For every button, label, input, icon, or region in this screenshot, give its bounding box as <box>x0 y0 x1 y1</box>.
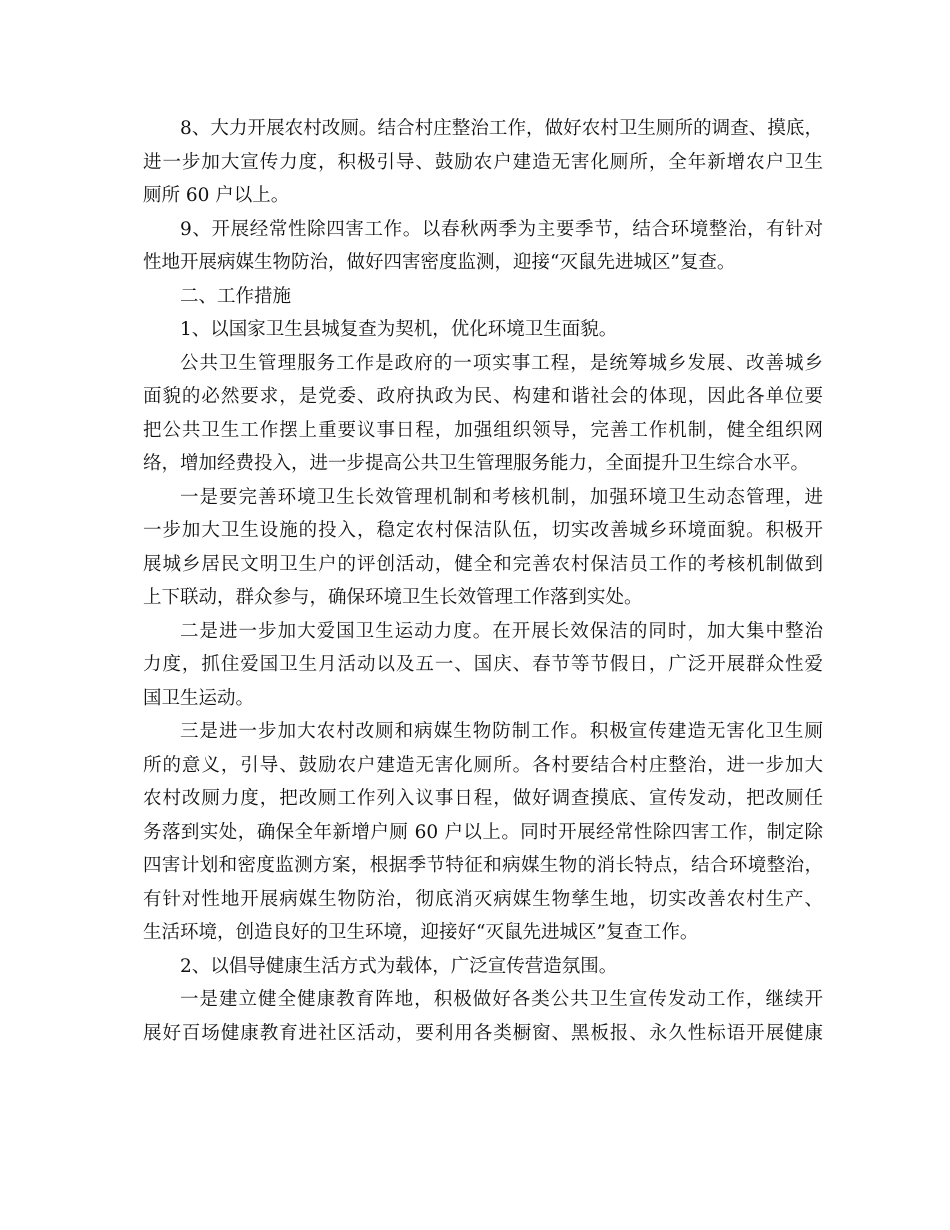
text-line: 厕所 60 户以上。 <box>143 185 290 206</box>
text-line: 9、开展经常性除四害工作。以春秋两季为主要季节，结合环境整治，有针对 <box>180 218 823 240</box>
paragraph-public-health <box>143 347 823 481</box>
text-line: 进一步加大宣传力度，积极引导、鼓励农户建造无害化厕所，全年新增农户卫生 <box>143 151 823 173</box>
text-line: 务落到实处，确保全年新增户厕 60 户以上。同时开展经常性除四害工作，制定除 <box>143 821 823 843</box>
paragraph-point-three <box>143 715 823 950</box>
text-line: 8、大力开展农村改厕。结合村庄整治工作，做好农村卫生厕所的调查、摸底， <box>180 118 823 139</box>
text-line: 一是建立健全健康教育阵地，积极做好各类公共卫生宣传发动工作，继续开 <box>180 989 823 1010</box>
subsection-heading-1 <box>143 313 823 347</box>
text-line: 二是进一步加大爱国卫生运动力度。在开展长效保洁的同时，加大集中整治 <box>180 620 823 642</box>
text-line: 一步加大卫生设施的投入，稳定农村保洁队伍，切实改善城乡环境面貌。积极开 <box>143 520 823 541</box>
subsection-heading-2 <box>143 950 823 984</box>
text-line: 农村改厕力度，把改厕工作列入议事日程，做好调查摸底、宣传发动，把改厕任 <box>143 788 823 809</box>
text-line: 性地开展病媒生物防治，做好四害密度监测，迎接“灭鼠先进城区”复查。 <box>143 252 736 273</box>
text-line: 面貌的必然要求，是党委、政府执政为民、构建和谐社会的体现，因此各单位要 <box>143 386 823 407</box>
text-line: 所的意义，引导、鼓励农户建造无害化厕所。各村要结合村庄整治，进一步加大 <box>143 754 823 776</box>
paragraph-item-9 <box>143 213 823 280</box>
paragraph-health-education <box>143 983 823 1050</box>
text-line: 生活环境，创造良好的卫生环境，迎接好“灭鼠先进城区”复查工作。 <box>143 922 699 943</box>
text-line: 三是进一步加大农村改厕和病媒生物防制工作。积极宣传建造无害化卫生厕 <box>180 721 823 742</box>
text-line: 上下联动，群众参与，确保环境卫生长效管理工作落到实处。 <box>143 587 643 608</box>
paragraph-item-8 <box>143 112 823 213</box>
text-line: 络，增加经费投入，进一步提高公共卫生管理服务能力，全面提升卫生综合水平。 <box>143 453 810 474</box>
paragraph-point-one <box>143 481 823 615</box>
text-line: 展城乡居民文明卫生户的评创活动，健全和完善农村保洁员工作的考核机制做到 <box>143 553 823 575</box>
text-line: 国卫生运动。 <box>143 687 255 709</box>
text-line: 力度，抓住爱国卫生月活动以及五一、国庆、春节等节假日，广泛开展群众性爱 <box>143 654 823 675</box>
text-line: 一是要完善环境卫生长效管理机制和考核机制，加强环境卫生动态管理，进 <box>180 486 823 508</box>
text-line: 四害计划和密度监测方案，根据季节特征和病媒生物的消长特点，结合环境整治， <box>143 855 823 876</box>
text-line: 把公共卫生工作摆上重要议事日程，加强组织领导，完善工作机制，健全组织网 <box>143 419 823 441</box>
text-line: 二、工作措施 <box>180 285 292 307</box>
text-line: 有针对性地开展病媒生物防治，彻底消灭病媒生物孳生地，切实改善农村生产、 <box>143 888 823 910</box>
paragraph-point-two <box>143 615 823 716</box>
text-line: 公共卫生管理服务工作是政府的一项实事工程，是统筹城乡发展、改善城乡 <box>180 352 823 374</box>
document-body <box>143 112 823 1050</box>
text-line: 2、以倡导健康生活方式为载体，广泛宣传营造氛围。 <box>180 955 618 977</box>
text-line: 展好百场健康教育进社区活动，要利用各类橱窗、黑板报、永久性标语开展健康 <box>143 1022 823 1044</box>
text-line: 1、以国家卫生县城复查为契机，优化环境卫生面貌。 <box>180 319 618 340</box>
section-heading <box>143 280 823 314</box>
